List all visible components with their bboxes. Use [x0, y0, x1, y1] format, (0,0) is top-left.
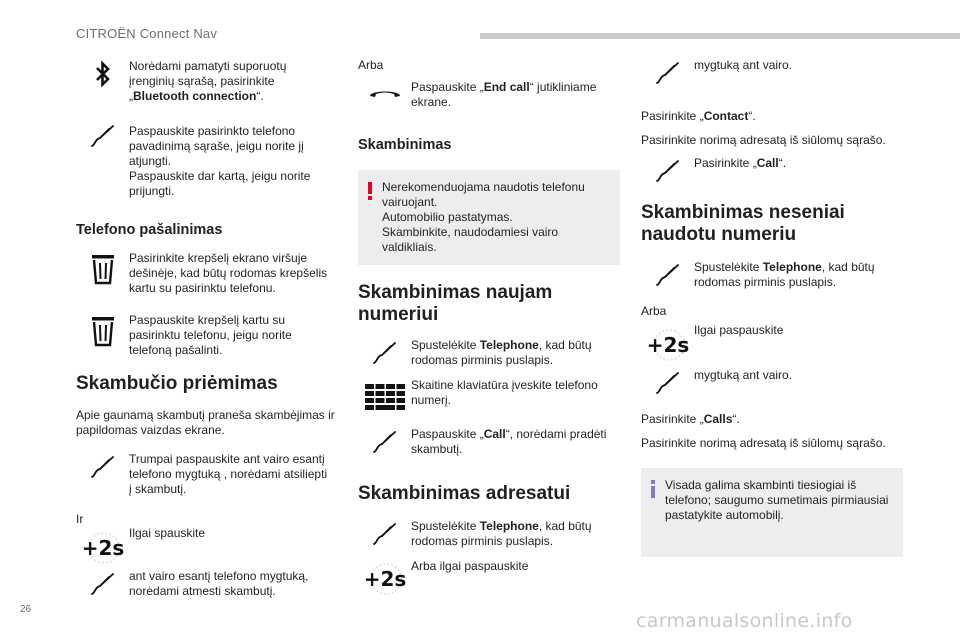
select-contact-text: Pasirinkite „Contact“.: [641, 109, 756, 123]
tap-icon: [358, 427, 411, 455]
calling-heading: Skambinimas: [358, 137, 452, 153]
call-instruction: [358, 427, 620, 457]
trash-icon: [76, 313, 129, 347]
two-seconds-icon: [76, 526, 129, 565]
tap-icon: [358, 338, 411, 366]
long-press-instruction: [76, 526, 338, 565]
recent-telephone-text: Spustelėkite Telephone, kad būtų rodomas pirminis puslapis.: [694, 260, 875, 289]
receive-tap-instruction: [76, 452, 338, 497]
bluetooth-instruction: [76, 58, 338, 104]
select-calls-text: Pasirinkite „Calls“.: [641, 412, 740, 426]
wheel-button-instruction: [641, 58, 903, 86]
tap-icon: [641, 156, 694, 184]
tap-icon: [358, 519, 411, 547]
column-3: [641, 58, 903, 557]
tap-device-instruction: [76, 121, 338, 199]
new-number-heading: Skambinimas naujam numeriui: [358, 282, 553, 325]
or-label: Arba: [641, 304, 667, 318]
keypad-instruction: [358, 378, 620, 410]
column-2: [358, 58, 620, 596]
select-from-list-text-2: Pasirinkite norimą adresatą iš siūlomų sąrašo.: [641, 436, 886, 450]
tap-icon: [76, 121, 129, 149]
page-number: 26: [20, 604, 32, 615]
tap-icon: [76, 452, 129, 480]
receive-heading: Skambučio priėmimas: [76, 373, 278, 394]
bluetooth-connection-label: Bluetooth connection: [133, 89, 257, 103]
watermark: carmanualsonline.info: [636, 610, 853, 632]
or-label: Arba: [358, 58, 384, 72]
trash-icon: [76, 251, 129, 285]
info-icon: [641, 478, 665, 523]
info-text: Visada galima skambinti tiesiogiai iš telefono; saugumo sumetimais pirmiausiai pastatykite automobilį.: [665, 478, 889, 522]
trash-instruction-1: [76, 251, 338, 296]
recent-long-press-text: Ilgai paspauskite: [694, 323, 784, 337]
tap-icon: [76, 569, 129, 597]
select-call-text: Pasirinkite „Call“.: [694, 156, 787, 170]
warning-text: Nerekomenduojama naudotis telefonu vairuojant. Automobilio pastatymas. Skambinkite, naudodamiesi vairo valdikliais.: [382, 180, 585, 254]
svg-text:+2s: +2s: [646, 333, 689, 357]
manual-header-title: CITROËN Connect Nav: [76, 26, 218, 41]
wheel-button-text-2: mygtuką ant vairo.: [694, 368, 793, 382]
svg-text:+2s: +2s: [363, 567, 406, 591]
contact-heading: Skambinimas adresatui: [358, 483, 571, 504]
recent-telephone-instruction: [641, 260, 903, 290]
contact-telephone-instruction: [358, 519, 620, 549]
svg-text:+2s: +2s: [81, 536, 124, 560]
column-1: [76, 58, 338, 599]
contact-long-press-instruction: [358, 559, 620, 596]
reject-instruction: [76, 569, 338, 599]
warning-box: [358, 170, 620, 265]
two-seconds-icon: [641, 323, 694, 362]
new-telephone-instruction: [358, 338, 620, 368]
tap-device-text: Paspauskite pasirinkto telefono pavadinimą sąraše, jeigu norite jį atjungti. Paspauskite dar kartą, jeigu norite prijungti.: [129, 124, 311, 198]
header-bar: [480, 33, 960, 39]
trash-text-2: Paspauskite krepšelį kartu su pasirinktu telefonu, jeigu norite telefoną pašalinti.: [129, 313, 292, 357]
receive-paragraph: Apie gaunamą skambutį praneša skambėjimas ir papildomas vaizdas ekrane.: [76, 408, 335, 437]
call-text: Paspauskite „Call“, norėdami pradėti skambutį.: [411, 427, 607, 456]
keypad-icon: [358, 378, 411, 410]
removal-heading: Telefono pašalinimas: [76, 222, 223, 238]
warning-exclamation-icon: [358, 180, 382, 255]
tap-icon: [641, 260, 694, 288]
tap-icon: [641, 368, 694, 396]
bluetooth-icon: [76, 58, 129, 90]
reject-text: ant vairo esantį telefono mygtuką, norėdami atmesti skambutį.: [129, 569, 309, 598]
bluetooth-text: Norėdami pamatyti suporuotų įrenginių sąrašą, pasirinkite „Bluetooth connection“.: [129, 59, 287, 103]
end-call-text: Paspauskite „End call“ jutikliniame ekrane.: [411, 80, 597, 109]
contact-long-press-text: Arba ilgai paspauskite: [411, 559, 529, 573]
info-box: [641, 468, 903, 557]
select-from-list-text: Pasirinkite norimą adresatą iš siūlomų sąrašo.: [641, 133, 886, 147]
contact-telephone-text: Spustelėkite Telephone, kad būtų rodomas pirminis puslapis.: [411, 519, 592, 548]
end-call-instruction: [358, 80, 620, 110]
two-seconds-icon: [358, 559, 411, 596]
trash-instruction-2: [76, 313, 338, 358]
wheel-button-instruction-2: [641, 368, 903, 396]
end-call-icon: [358, 80, 411, 100]
tap-icon: [641, 58, 694, 86]
select-call-instruction: [641, 156, 903, 184]
keypad-text: Skaitine klaviatūra įveskite telefono numerį.: [411, 378, 598, 407]
trash-text-1: Pasirinkite krepšelį ekrano viršuje dešinėje, kad būtų rodomas krepšelis kartu su pasirinktu telefonu.: [129, 251, 328, 295]
new-telephone-text: Spustelėkite Telephone, kad būtų rodomas pirminis puslapis.: [411, 338, 592, 367]
long-press-text: Ilgai spauskite: [129, 526, 206, 540]
recent-long-press-instruction: [641, 323, 903, 362]
and-label: Ir: [76, 512, 84, 526]
receive-tap-text: Trumpai paspauskite ant vairo esantį telefono mygtuką , norėdami atsiliepti į skambutį.: [129, 452, 328, 496]
recent-heading: Skambinimas neseniai naudotu numeriu: [641, 202, 845, 245]
wheel-button-text: mygtuką ant vairo.: [694, 58, 793, 72]
